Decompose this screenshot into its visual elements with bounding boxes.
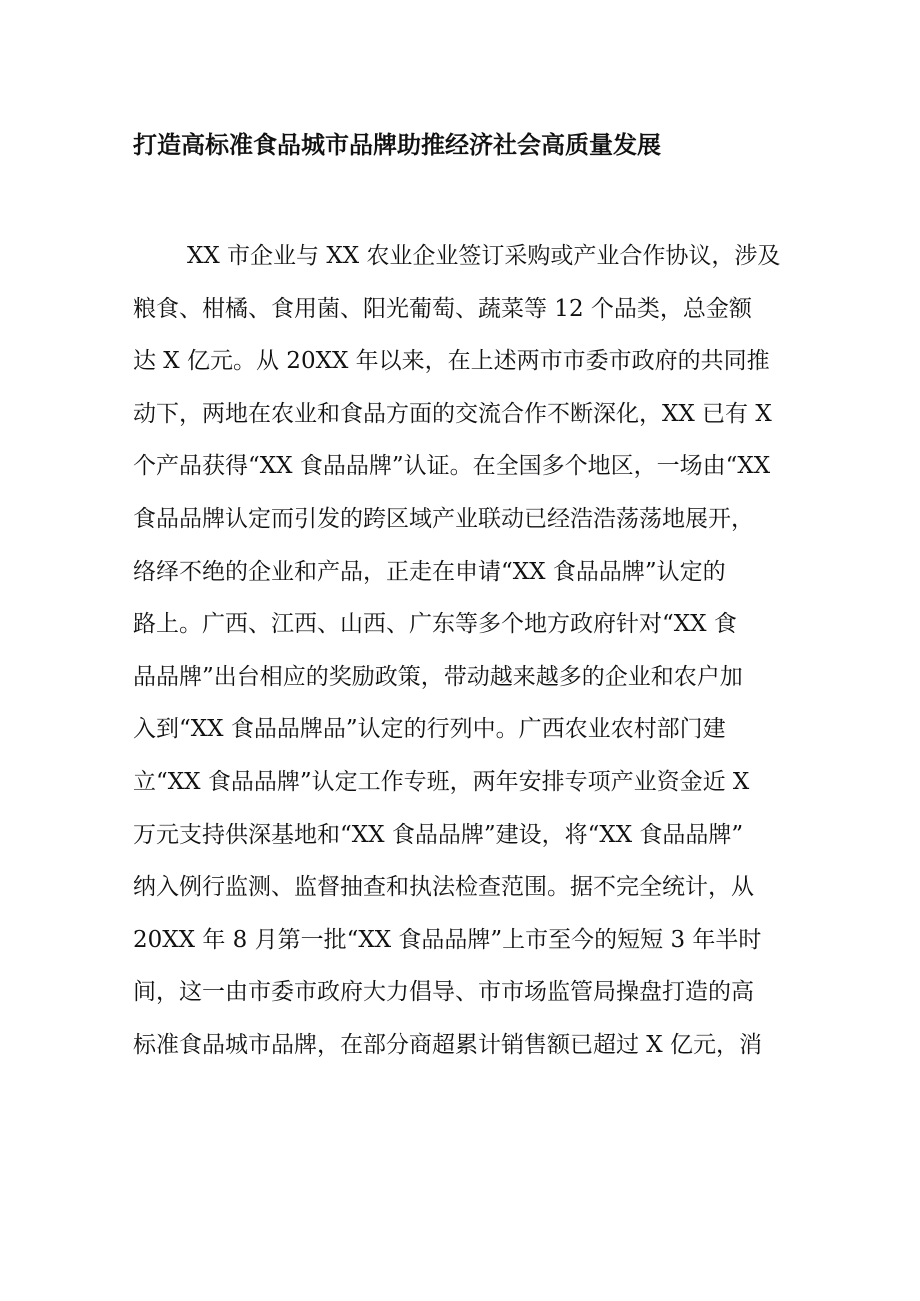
body-line: 动下，两地在农业和食品方面的交流合作不断深化，XX 已有 X — [133, 400, 772, 427]
body-line: 间，这一由市委市政府大力倡导、市市场监管局操盘打造的高 — [133, 979, 754, 1006]
body-line: 达 X 亿元。从 20XX 年以来，在上述两市市委市政府的共同推 — [133, 348, 770, 375]
body-line: XX 市企业与 XX 农业企业签订采购或产业合作协议，涉及 — [187, 243, 781, 269]
body-line: 立“XX 食品品牌”认定工作专班，两年安排专项产业资金近 X — [133, 768, 750, 795]
body-line: 络绎不绝的企业和产品，正走在申请“XX 食品品牌”认定的 — [133, 558, 726, 585]
body-line: 粮食、柑橘、食用菌、阳光葡萄、蔬菜等 12 个品类，总金额 — [133, 295, 752, 322]
body-line: 20XX 年 8 月第一批“XX 食品品牌”上市至今的短短 3 年半时 — [133, 926, 762, 953]
body-line: 入到“XX 食品品牌品”认定的行列中。广西农业农村部门建 — [133, 716, 726, 743]
body-line: 食品品牌认定而引发的跨区域产业联动已经浩浩荡荡地展开， — [133, 505, 754, 532]
body-line: 标准食品城市品牌，在部分商超累计销售额已超过 X 亿元，消 — [133, 1031, 762, 1058]
body-line: 万元支持供深基地和“XX 食品品牌”建设，将“XX 食品品牌” — [133, 821, 744, 848]
body-line: 品品牌”出台相应的奖励政策，带动越来越多的企业和农户加 — [133, 663, 743, 690]
body-line: 个产品获得“XX 食品品牌”认证。在全国多个地区，一场由“XX — [133, 453, 771, 480]
document-body — [133, 238, 803, 1080]
body-line: 纳入例行监测、监督抽查和执法检查范围。据不完全统计，从 — [133, 874, 754, 901]
body-line: 路上。广西、江西、山西、广东等多个地方政府针对“XX 食 — [133, 611, 737, 638]
document-title: 打造高标准食品城市品牌助推经济社会高质量发展 — [133, 130, 661, 159]
